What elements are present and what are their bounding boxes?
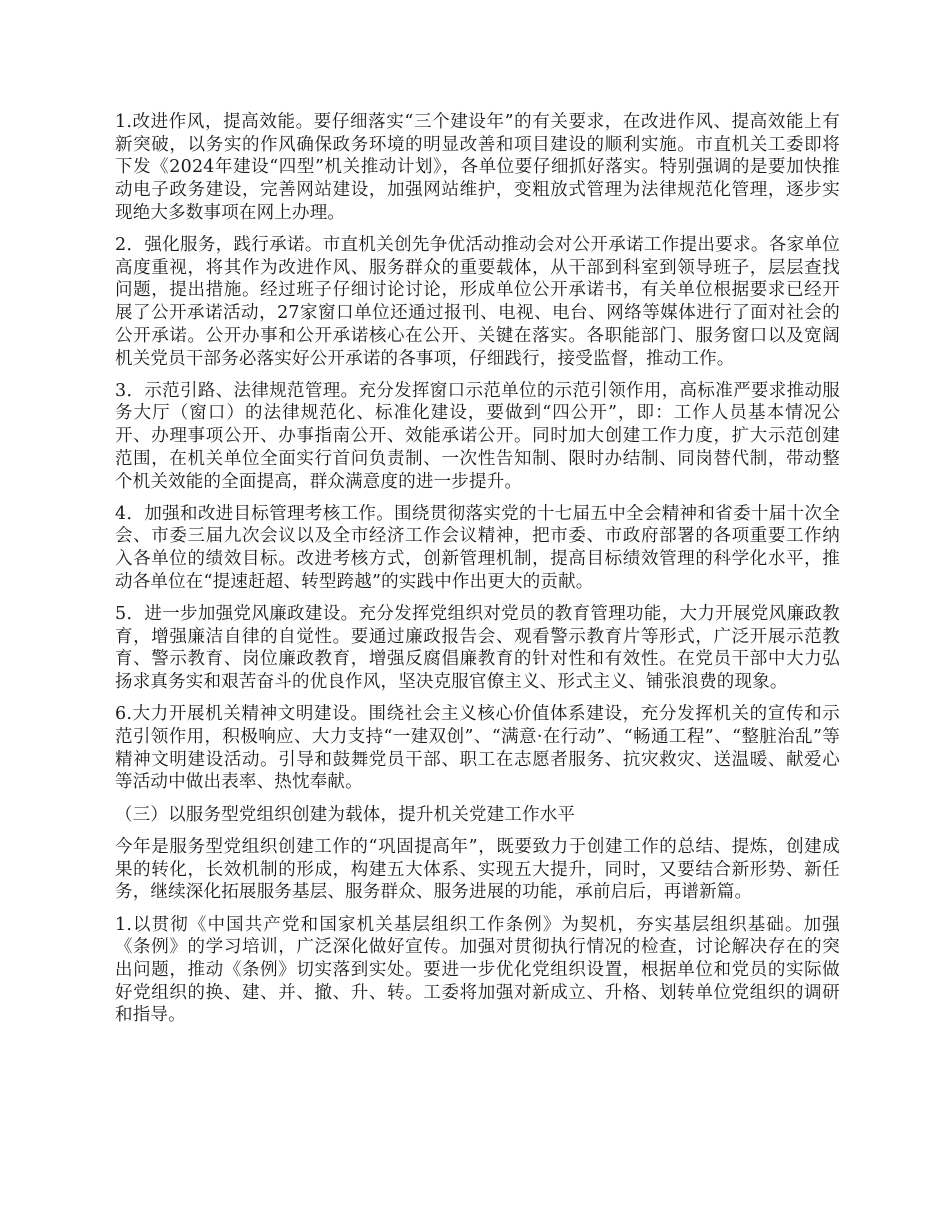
paragraph-target-management: 4．加强和改进目标管理考核工作。围绕贯彻落实党的十七届五中全会精神和省委十届十次全会、市委三届九次会议以及全市经济工作会议精神，把市委、市政府部署的各项重要工作纳入各单位的绩效目标。改进考核方式，创新管理机制，提高目标绩效管理的科学化水平，推动各单位在“提速赶超、转型跨越”的实践中作出更大的贡献。 [115, 503, 840, 592]
paragraph-strengthen-service: 2．强化服务，践行承诺。市直机关创先争优活动推动会对公开承诺工作提出要求。各家单位高度重视，将其作为改进作风、服务群众的重要载体，从干部到科室到领导班子，层层查找问题，提出措施。经过班子仔细讨论讨论，形成单位公开承诺书，有关单位根据要求已经开展了公开承诺活动，27家窗口单位还通过报刊、电视、电台、网络等媒体进行了面对社会的公开承诺。公开办事和公开承诺核心在公开、关键在落实。各职能部门、服务窗口以及宽阔机关党员干部务必落实好公开承诺的各事项，仔细践行，接受监督，推动工作。 [115, 235, 840, 369]
paragraph-improve-style: 1.改进作风，提高效能。要仔细落实“三个建设年”的有关要求，在改进作风、提高效能上有新突破，以务实的作风确保政务环境的明显改善和项目建设的顺利实施。市直机关工委即将下发《2024年建设“四型”机关推动计划》，各单位要仔细抓好落实。特别强调的是要加快推动电子政务建设，完善网站建设，加强网站维护，变粗放式管理为法律规范化管理，逐步实现绝大多数事项在网上办理。 [115, 112, 840, 223]
paragraph-spiritual-civilization: 6.大力开展机关精神文明建设。围绕社会主义核心价值体系建设，充分发挥机关的宣传和示范引领作用，积极响应、大力支持“一建双创”、“满意·在行动”、“畅通工程”、“整脏治乱”等精神文明建设活动。引导和鼓舞党员干部、职工在志愿者服务、抗灾救灾、送温暖、献爱心等活动中做出表率、热忱奉献。 [115, 704, 840, 793]
section-heading-service-party: （三）以服务型党组织创建为载体，提升机关党建工作水平 [115, 804, 576, 825]
paragraph-consolidation-year: 今年是服务型党组织创建工作的“巩固提高年”，既要致力于创建工作的总结、提炼，创建成果的转化，长效机制的形成，构建五大体系、实现五大提升，同时，又要结合新形势、新任务，继续深化拓展服务基层、服务群众、服务进展的功能，承前启后，再谱新篇。 [115, 836, 840, 903]
paragraph-demonstration-guidance: 3．示范引路、法律规范管理。充分发挥窗口示范单位的示范引领作用，高标准严要求推动服务大厅（窗口）的法律规范化、标准化建设，要做到“四公开”，即：工作人员基本情况公开、办理事项公开、办事指南公开、效能承诺公开。同时加大创建工作力度，扩大示范创建范围，在机关单位全面实行首问负责制、一次性告知制、限时办结制、同岗替代制，带动整个机关效能的全面提高，群众满意度的进一步提升。 [115, 380, 840, 492]
paragraph-party-integrity: 5．进一步加强党风廉政建设。充分发挥党组织对党员的教育管理功能，大力开展党风廉政教育，增强廉洁自律的自觉性。要通过廉政报告会、观看警示教育片等形式，广泛开展示范教育、警示教育、岗位廉政教育，增强反腐倡廉教育的针对性和有效性。在党员干部中大力弘扬求真务实和艰苦奋斗的优良作风，坚决克服官僚主义、形式主义、铺张浪费的现象。 [115, 604, 840, 693]
document-body [115, 111, 840, 1037]
paragraph-regulations: 1.以贯彻《中国共产党和国家机关基层组织工作条例》为契机，夯实基层组织基础。加强《条例》的学习培训，广泛深化做好宣传。加强对贯彻执行情况的检查，讨论解决存在的突出问题，推动《条例》切实落到实处。要进一步优化党组织设置，根据单位和党员的实际做好党组织的换、建、并、撤、升、转。工委将加强对新成立、升格、划转单位党组织的调研和指导。 [115, 914, 840, 1026]
